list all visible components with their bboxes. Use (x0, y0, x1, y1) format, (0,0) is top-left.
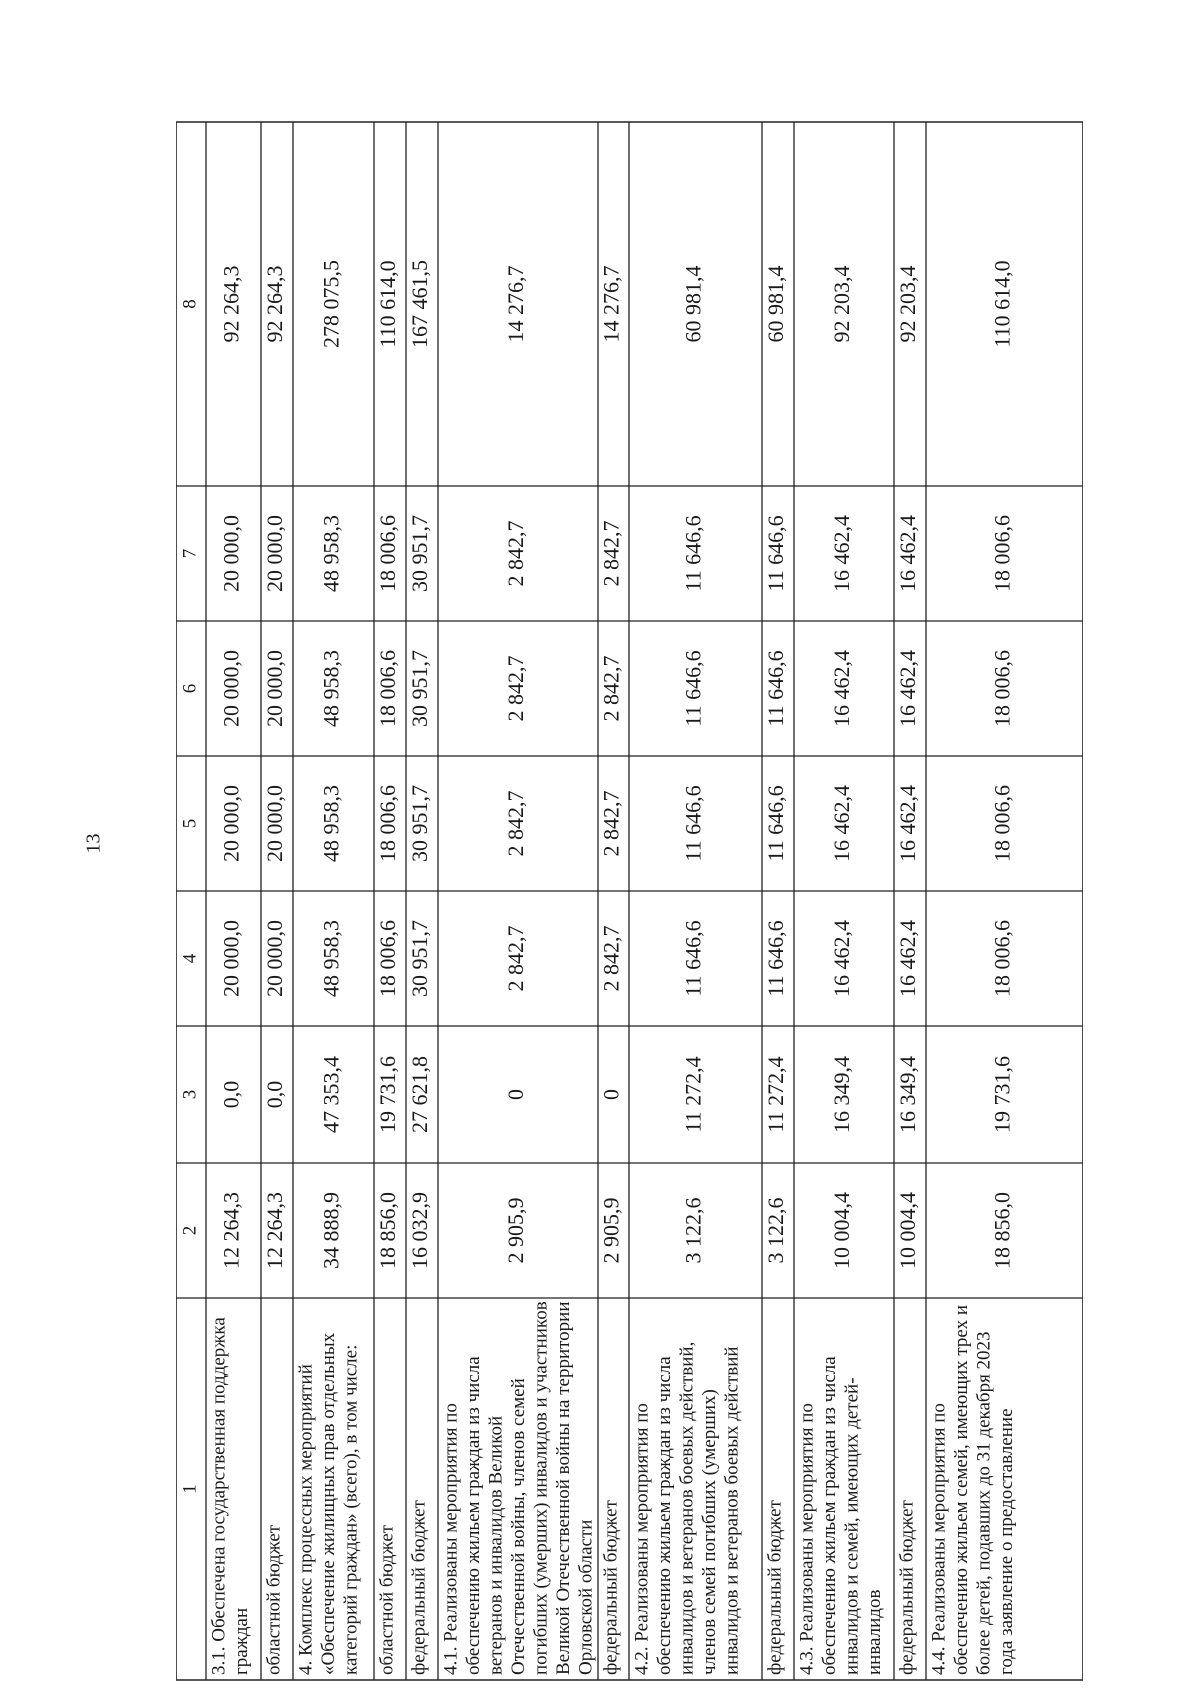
row-label-line: членов семей погибших (умерших) (698, 1389, 720, 1675)
row-label-line: категорий граждан» (всего), в том числе: (340, 1344, 362, 1675)
table-cell: 18 856,0 (375, 1192, 401, 1269)
table-cell: 92 203,4 (829, 265, 855, 343)
row-label-line: обеспечению жильем граждан из числа (818, 1356, 840, 1675)
row-label-line: областной бюджет (263, 1524, 285, 1675)
row-label-line: «Обеспечение жилищных прав отдельных (317, 1332, 339, 1675)
table-cell: 0,0 (218, 1080, 244, 1109)
table-cell: 110 614,0 (375, 260, 401, 348)
row-label-line: 3.1. Обеспечена государственная поддержка (208, 1317, 230, 1675)
table-cell: 20 000,0 (218, 650, 244, 727)
table-cell: 16 462,4 (895, 650, 921, 727)
table-cell: 20 000,0 (262, 785, 288, 862)
row-label-line: обеспечению жильем граждан из числа (653, 1356, 675, 1675)
row-label-line: инвалидов (863, 1589, 885, 1675)
table-cell: 30 951,7 (407, 920, 433, 997)
row-label-line: федеральный бюджет (896, 1500, 918, 1675)
column-header: 5 (179, 818, 201, 829)
table-cell: 92 264,3 (262, 265, 288, 343)
table-cell: 18 006,6 (989, 650, 1015, 727)
table-cell: 18 006,6 (375, 650, 401, 727)
table-cell: 18 006,6 (375, 515, 401, 592)
table-cell: 11 646,6 (680, 515, 706, 592)
page-number: 13 (82, 833, 105, 854)
table-cell: 11 272,4 (680, 1056, 706, 1133)
table-cell: 2 842,7 (503, 655, 529, 722)
row-label-line: федеральный бюджет (764, 1500, 786, 1675)
table-cell: 19 731,6 (375, 1056, 401, 1133)
table-cell: 18 856,0 (989, 1192, 1015, 1269)
table-cell: 11 646,6 (763, 650, 789, 727)
table-cell: 2 842,7 (503, 925, 529, 992)
table-rotated-group (176, 122, 1083, 1680)
table-cell: 19 731,6 (989, 1056, 1015, 1133)
table-cell: 11 646,6 (680, 785, 706, 862)
table-cell: 34 888,9 (318, 1192, 344, 1269)
row-label-line: 4.2. Реализованы мероприятия по (631, 1403, 653, 1675)
table-cell: 2 842,7 (503, 790, 529, 857)
table-cell: 20 000,0 (262, 650, 288, 727)
budget-table (176, 118, 1083, 1688)
row-label-line: федеральный бюджет (408, 1500, 430, 1675)
row-label-line: года заявление о предоставление (995, 1408, 1017, 1675)
table-cell: 0 (598, 1089, 624, 1100)
table-cell: 12 264,3 (218, 1192, 244, 1269)
table-cell: 18 006,6 (375, 785, 401, 862)
table-cell: 2 905,9 (503, 1197, 529, 1264)
row-label-line: федеральный бюджет (600, 1500, 622, 1675)
table-cell: 11 646,6 (763, 515, 789, 592)
row-label-line: инвалидов и ветеранов боевых действий (721, 1346, 743, 1675)
table-cell: 60 981,4 (680, 265, 706, 343)
row-label-line: 4. Комплекс процессных мероприятий (295, 1364, 317, 1675)
table-cell: 16 032,9 (407, 1192, 433, 1269)
column-header: 3 (179, 1089, 201, 1100)
row-label-line: более детей, подавших до 31 декабря 2023 (973, 1331, 995, 1675)
table-cell: 3 122,6 (763, 1197, 789, 1264)
table-cell: 18 006,6 (989, 785, 1015, 862)
table-cell: 3 122,6 (680, 1197, 706, 1264)
table-cell: 2 842,7 (598, 925, 624, 992)
table-cell: 11 646,6 (763, 785, 789, 862)
column-header: 4 (179, 953, 201, 964)
column-header: 8 (179, 299, 201, 309)
table-cell: 2 842,7 (598, 520, 624, 587)
table-cell: 2 842,7 (503, 520, 529, 587)
table-cell: 278 075,5 (318, 260, 344, 348)
table-cell: 16 462,4 (895, 515, 921, 592)
table-cell: 48 958,3 (318, 785, 344, 862)
table-cell: 30 951,7 (407, 515, 433, 592)
table-cell: 20 000,0 (218, 920, 244, 997)
table-cell: 11 646,6 (680, 650, 706, 727)
table-cell: 27 621,8 (407, 1056, 433, 1133)
table-cell: 20 000,0 (262, 920, 288, 997)
table-cell: 16 462,4 (829, 785, 855, 862)
row-label-line: ветеранов и инвалидов Великой (485, 1415, 507, 1675)
table-cell: 12 264,3 (262, 1192, 288, 1269)
row-label-line: погибших (умерших) инвалидов и участников (530, 1301, 552, 1675)
table-cell: 0,0 (262, 1080, 288, 1109)
table-cell: 2 905,9 (598, 1197, 624, 1264)
table-cell: 92 264,3 (218, 265, 244, 343)
row-label-line: 4.4. Реализованы мероприятия по (928, 1403, 950, 1675)
row-label-line: Великой Отечественной войны на территории (552, 1301, 574, 1675)
table-cell: 11 646,6 (680, 920, 706, 997)
table-cell: 47 353,4 (318, 1056, 344, 1133)
table-cell: 167 461,5 (407, 260, 433, 348)
row-label-line: 4.1. Реализованы мероприятия по (440, 1403, 462, 1675)
table-cell: 30 951,7 (407, 650, 433, 727)
table-cell: 0 (503, 1089, 529, 1100)
table-cell: 48 958,3 (318, 515, 344, 592)
table-cell: 20 000,0 (218, 785, 244, 862)
row-label-line: областной бюджет (376, 1524, 398, 1675)
table-cell: 16 462,4 (895, 785, 921, 862)
row-label-line: Орловской области (575, 1519, 597, 1675)
table-cell: 18 006,6 (989, 920, 1015, 997)
table-cell: 11 272,4 (763, 1056, 789, 1133)
table-cell: 20 000,0 (262, 515, 288, 592)
table-cell: 16 349,4 (895, 1056, 921, 1133)
table-cell: 16 349,4 (829, 1056, 855, 1133)
table-cell: 14 276,7 (598, 265, 624, 343)
table-cell: 16 462,4 (829, 920, 855, 997)
table-cell: 30 951,7 (407, 785, 433, 862)
table-cell: 16 462,4 (895, 920, 921, 997)
table-cell: 60 981,4 (763, 265, 789, 343)
table-cell: 10 004,4 (895, 1192, 921, 1269)
table-cell: 16 462,4 (829, 650, 855, 727)
row-label-line: обеспечению жильем семей, имеющих трех и (950, 1304, 972, 1675)
row-label-line: обеспечению жильем граждан из числа (462, 1356, 484, 1675)
table-cell: 92 203,4 (895, 265, 921, 343)
table-cell: 10 004,4 (829, 1192, 855, 1269)
column-header: 2 (179, 1225, 201, 1236)
column-header: 7 (179, 548, 201, 559)
table-cell: 11 646,6 (763, 920, 789, 997)
table-cell: 48 958,3 (318, 650, 344, 727)
table-cell: 2 842,7 (598, 655, 624, 722)
budget-table-grid (176, 118, 1083, 1688)
table-cell: 20 000,0 (218, 515, 244, 592)
row-label-line: 4.3. Реализованы мероприятия по (796, 1403, 818, 1675)
row-label-line: граждан (230, 1607, 252, 1675)
table-cell: 18 006,6 (375, 920, 401, 997)
row-label-line: Отечественной войны, членов семей (507, 1378, 529, 1675)
table-cell: 18 006,6 (989, 515, 1015, 592)
row-label-line: инвалидов и ветеранов боевых действий, (676, 1341, 698, 1675)
column-header: 6 (179, 683, 201, 694)
table-cell: 48 958,3 (318, 920, 344, 997)
table-cell: 2 842,7 (598, 790, 624, 857)
table-cell: 16 462,4 (829, 515, 855, 592)
row-label-line: инвалидов и семей, имеющих детей- (841, 1377, 863, 1675)
column-header: 1 (179, 1484, 201, 1494)
table-cell: 110 614,0 (989, 260, 1015, 348)
table-cell: 14 276,7 (503, 265, 529, 343)
